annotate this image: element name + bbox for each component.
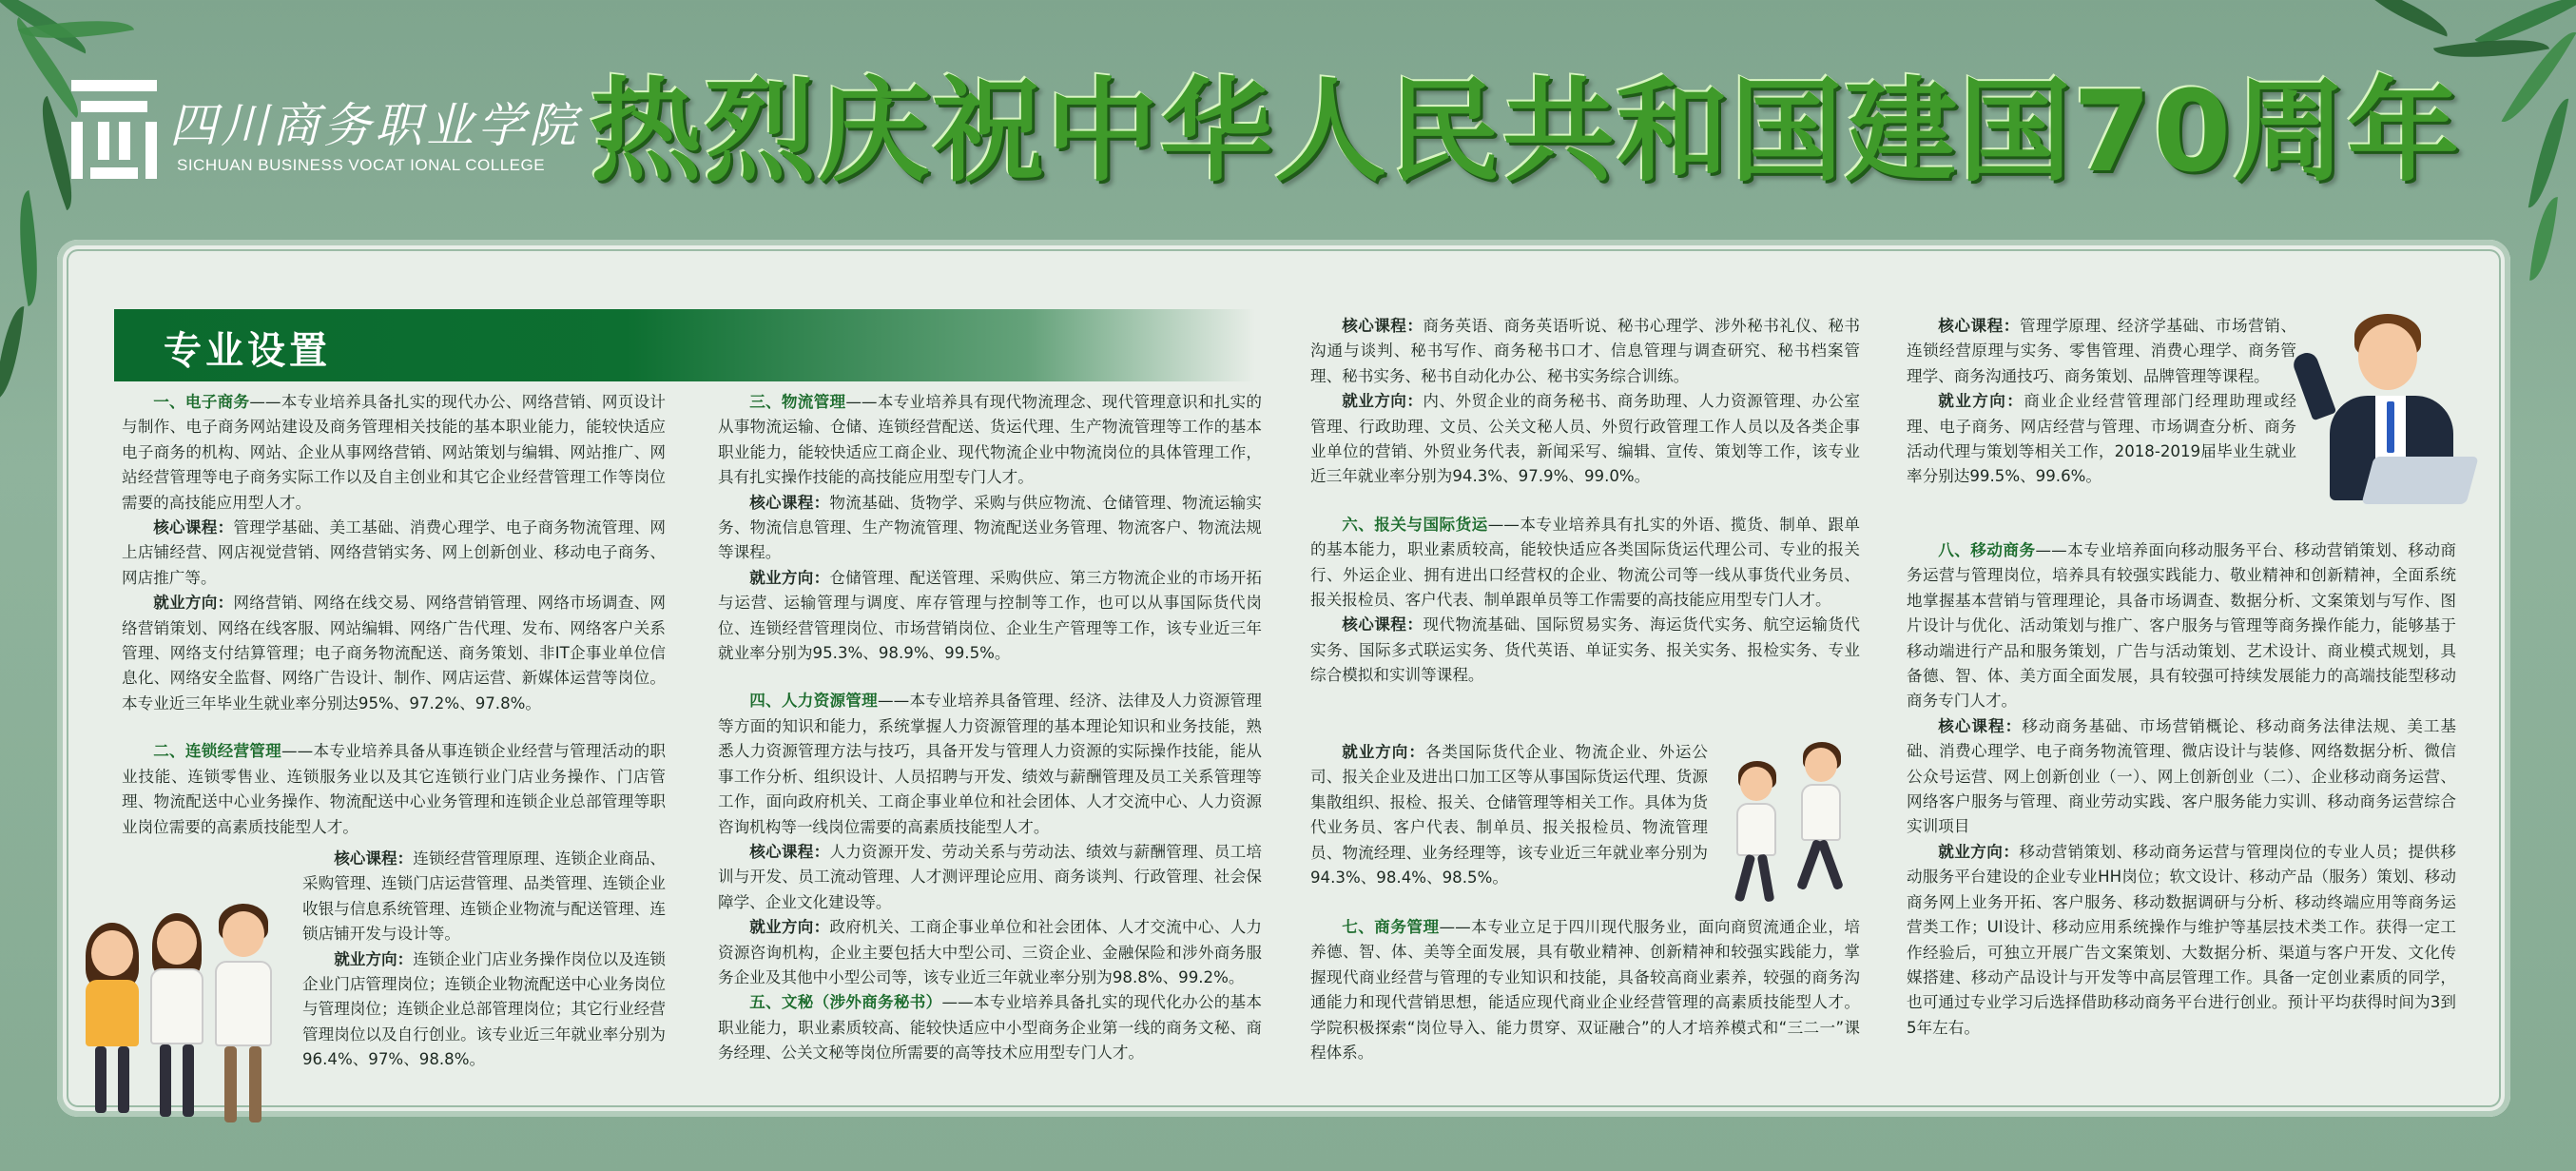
major-3-title: 三、物流管理	[749, 393, 846, 411]
column-4	[1907, 314, 2296, 490]
major-4-desc: 四、人力资源管理——本专业培养具备管理、经济、法律及人力资源管理等方面的知识和能力，系统掌握人力资源管理的基本理论知识和业务技能，熟悉人力资源管理方法与技巧，具备开发与管理人力资源的实际操作技能，能从事工作分析、组织设计、人员招聘与开发、绩效与薪酬管理及员工关系管理等工作，面向政府机关、工商企事业单位和社会团体、人才交流中心、人力资源咨询机构等一线岗位需要的高素质技能型人才。	[718, 692, 1263, 836]
major-2-job: 就业方向：连锁企业门店业务操作岗位以及连锁企业门店管理岗位；连锁企业物流配送中心业务岗位与管理岗位；连锁企业总部管理岗位；其它行业经营管理岗位以及自行创业。该专业近三年就业率分别为96.4%、97%、98.8%。	[302, 949, 667, 1069]
college-name-cn: 四川商务职业学院	[169, 98, 580, 153]
major-6-title: 六、报关与国际货运	[1342, 515, 1488, 534]
students-illustration	[57, 885, 295, 1132]
major-1-title: 一、电子商务	[153, 393, 250, 411]
major-6-desc: 六、报关与国际货运——本专业培养具有扎实的外语、揽货、制单、跟单的基本能力，职业素质较高，能较快适应各类国际货运代理公司、专业的报关行、外运企业、拥有进出口经营权的企业、物流公司等一线从事货代业务员、报关报检员、客户代表、制单跟单员等工作需要的高技能应用型专门人才。	[1310, 515, 1861, 610]
major-5-core: 核心课程：商务英语、商务英语听说、秘书心理学、涉外秘书礼仪、秘书沟通与谈判、秘书写作、商务秘书口才、信息管理与调查研究、秘书档案管理、秘书实务、秘书自动化办公、秘书实务综合训练。	[1310, 317, 1861, 385]
major-2-title: 二、连锁经营管理	[153, 742, 282, 761]
major-1-core: 核心课程：管理学基础、美工基础、消费心理学、电子商务物流管理、网上店铺经营、网店视觉营销、网络营销实务、网上创新创业、移动电子商务、网店推广等。	[122, 518, 667, 587]
major-8-core: 核心课程：移动商务基础、市场营销概论、移动商务法律法规、美工基础、消费心理学、电子商务物流管理、微店设计与装修、网络数据分析、微信公众号运营、网上创新创业（一）、网上创新创业（二）、企业移动商务运营、网络客户服务与管理、商业劳动实践、客户服务能力实训、移动商务运营综合实训项目	[1907, 716, 2457, 836]
major-1-job: 就业方向：网络营销、网络在线交易、网络营销管理、网络市场调查、网络营销策划、网络在线客服、网站编辑、网络广告代理、发布、网络客户关系管理、网络支付结算管理；电子商务物流配送、商务策划、非IT企事业单位信息化、网络安全监督、网络广告设计、制作、网店运营、新媒体运营等岗位。本专业近三年毕业生就业率分别达95%、97.2%、97.8%。	[122, 594, 667, 712]
major-3-core: 核心课程：物流基础、货物学、采购与供应物流、仓储管理、物流运输实务、物流信息管理、生产物流管理、物流配送业务管理、物流客户、物流法规等课程。	[718, 493, 1263, 562]
major-7-core: 核心课程：管理学原理、经济学基础、市场营销、连锁经营原理与实务、零售管理、消费心理学、商务管理学、商务沟通技巧、商务策划、品牌管理等课程。	[1907, 317, 2297, 385]
banner-title: 热烈庆祝中华人民共和国建国70周年	[590, 66, 2462, 197]
column-1-lower	[302, 847, 666, 1073]
major-6-job: 就业方向：各类国际货代企业、物流企业、外运公司、报关企业及进出口加工区等从事国际货运代理、货源集散组织、报检、报关、仓储管理等相关工作。具体为货代业务员、客户代表、制单员、报关报检员、物流管理员、物流经理、业务经理等，该专业近三年就业率分别为94.3%、98.4%、98.5%。	[1310, 743, 1708, 888]
major-5-title: 五、文秘（涉外商务秘书）	[749, 993, 942, 1012]
major-3-job: 就业方向：仓储管理、配送管理、采购供应、第三方物流企业的市场开拓与运营、运输管理与调度、库存管理与控制等工作，也可以从事国际货代岗位、连锁经营管理岗位、市场营销岗位、企业生产管理等工作，该专业近三年就业率分别为95.3%、98.9%、99.5%。	[718, 568, 1263, 663]
column-3	[1310, 314, 1860, 689]
major-4-core: 核心课程：人力资源开发、劳动关系与劳动法、绩效与薪酬管理、员工培训与开发、员工流动管理、人才测评理论应用、商务谈判、行政管理、社会保障学、企业文化建设等。	[718, 842, 1263, 911]
major-5-job: 就业方向：内、外贸企业的商务秘书、商务助理、人力资源管理、办公室管理、行政助理、文员、公关文秘人员、外贸行政管理工作人员以及各类企事业单位的营销、外贸业务代表，新闻采写、编辑、宣传、策划等工作，该专业近三年就业率分别为94.3%、97.9%、99.0%。	[1310, 392, 1861, 486]
column-3-lower	[1310, 740, 1708, 890]
major-7-job: 就业方向：商业企业经营管理部门经理助理或经理、电子商务、网店经营与管理、市场调查分析、商务活动代理与策划等相关工作，2018-2019届毕业生就业率分别达99.5%、99.6%。	[1907, 392, 2297, 486]
major-8-desc: 八、移动商务——本专业培养面向移动服务平台、移动营销策划、移动商务运营与管理岗位，培养具有较强实践能力、敬业精神和创新精神，全面系统地掌握基本营销与管理理论，具备市场调查、数据分析、文案策划与写作、图片设计与优化、活动策划与推广、客户服务与管理等商务操作能力，能够基于移动端进行产品和服务策划，广告与活动策划、艺术设计、商业模式规划，具备德、智、体、美方面全面发展，具有较强可持续发展能力的高端技能型移动商务专门人才。	[1907, 541, 2457, 711]
jumping-students-illustration	[1712, 732, 1864, 904]
major-7-title: 七、商务管理	[1342, 918, 1440, 936]
major-6-core: 核心课程：现代物流基础、国际贸易实务、海运货代实务、航空运输货代实务、国际多式联运实务、货代英语、单证实务、报关实务、报检实务、专业综合模拟和实训等课程。	[1310, 615, 1861, 685]
major-1-desc: 一、电子商务——本专业培养具备扎实的现代办公、网络营销、网页设计与制作、电子商务网站建设及商务管理相关技能的基本职业能力，能较快适应电子商务的机构、网站、企业从事网络营销、网站策划与编辑、网站推广、网站经营管理等电子商务实际工作以及自主创业和其它企业经营管理工作等岗位需要的高技能应用型人才。	[122, 393, 666, 512]
college-name-en: SICHUAN BUSINESS VOCAT IONAL COLLEGE	[177, 156, 546, 174]
column-1	[122, 390, 666, 840]
column-3-bottom	[1310, 915, 1860, 1065]
major-2-core: 核心课程：连锁经营管理原理、连锁企业商品、采购管理、连锁门店运营管理、品类管理、连锁企业收银与信息系统管理、连锁企业物流与配送管理、连锁店铺开发与设计等。	[302, 849, 667, 944]
major-8-title: 八、移动商务	[1938, 541, 2036, 559]
section-title: 专业设置	[164, 329, 331, 373]
column-4-lower	[1907, 538, 2456, 1041]
major-7-desc: 七、商务管理——本专业立足于四川现代服务业，面向商贸流通企业，培养德、智、体、美等全面发展，具有敬业精神、创新精神和较强实践能力，掌握现代商业经营与管理的专业知识和技能，具备较高商业素养，较强的商务沟通能力和现代营销思想，能适应现代商业企业经营管理的高素质技能型人才。学院积极探索“岗位导入、能力贯穿、双证融合”的人才培养模式和“三二一”课程体系。	[1310, 918, 1861, 1063]
major-4-job: 就业方向：政府机关、工商企事业单位和社会团体、人才交流中心、人力资源咨询机构，企业主要包括大中型公司、三资企业、金融保险和涉外商务服务企业及其他中小型公司等，该专业近三年就业率分别为98.8%、99.2%。	[718, 918, 1263, 986]
major-2-desc: 二、连锁经营管理——本专业培养具备从事连锁企业经营与管理活动的职业技能、连锁零售业、连锁服务业以及其它连锁行业门店业务操作、门店管理、物流配送中心业务操作、物流配送中心业务管理和连锁企业总部管理等职业岗位需要的高素质技能型人才。	[122, 742, 667, 836]
businessman-illustration	[2311, 314, 2472, 514]
major-4-title: 四、人力资源管理	[749, 692, 879, 711]
major-8-job: 就业方向：移动营销策划、移动商务运营与管理岗位的专业人员；提供移动服务平台建设的企业专业HH岗位；软文设计、移动产品（服务）策划、移动商务网上业务开拓、客户服务、移动数据调研与分析、移动终端应用等商务运营类工作；UI设计、移动应用系统操作与维护等基层技术类工作。获得一定工作经验后，可独立开展广告文案策划、大数据分析、渠道与客户开发、文化传媒搭建、移动产品设计与开发等中高层管理工作。具备一定创业素质的同学，也可通过专业学习后选择借助移动商务平台进行创业。预计平均获得时间为3到5年左右。	[1907, 842, 2457, 1037]
major-3-desc: 三、物流管理——本专业培养具有现代物流理念、现代管理意识和扎实的从事物流运输、仓储、连锁经营配送、货运代理、生产物流管理等工作的基本职业能力，能较快适应工商企业、现代物流企业中物流岗位的具体管理工作，具有扎实操作技能的高技能应用型专门人才。	[718, 393, 1262, 487]
section-header	[114, 309, 1255, 381]
column-2	[718, 390, 1262, 1066]
college-logo	[71, 80, 157, 179]
major-5-desc: 五、文秘（涉外商务秘书）——本专业培养具备扎实的现代化办公的基本职业能力，职业素质较高、能较快适应中小型商务企业第一线的商务文秘、商务经理、公关文秘等岗位所需要的高等技术应用型专门人才。	[718, 993, 1262, 1063]
